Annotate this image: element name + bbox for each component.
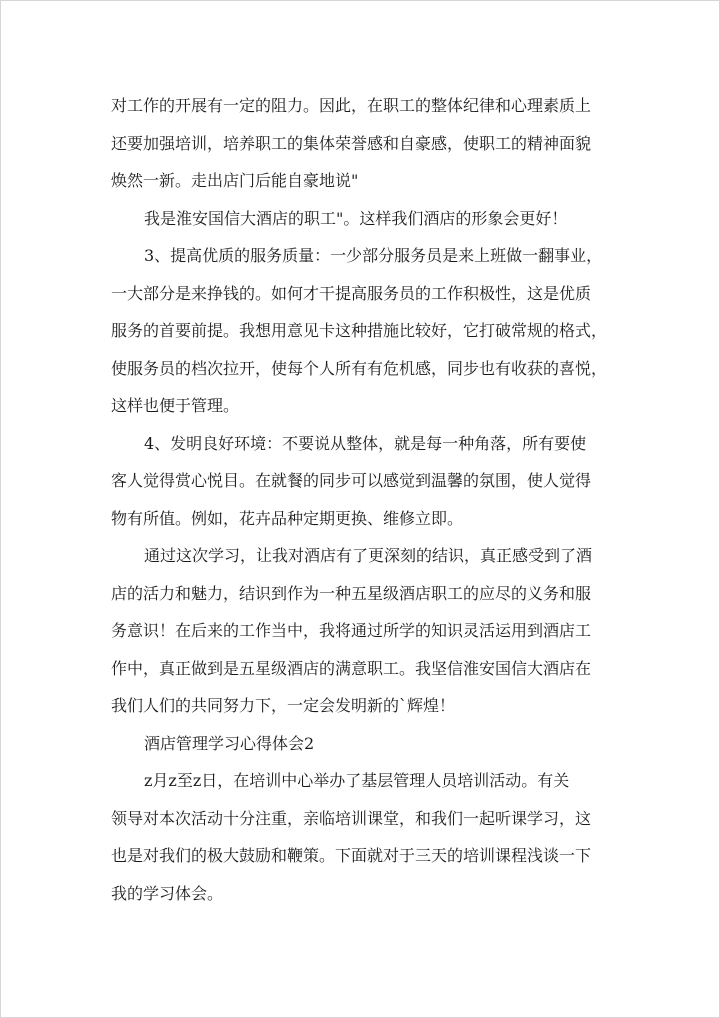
text-line: 物有所值。例如，花卉品种定期更换、维修立即。 [111,508,464,528]
text-line: 我们人们的共同努力下，一定会发明新的`辉煌！ [111,696,456,715]
paragraph [111,762,611,912]
paragraph [111,425,611,538]
text-line: 一大部分是来挣钱的。如何才干提高服务员的工作积极性，这是优质 [111,283,592,303]
text-line: 3、提高优质的服务质量：一少部分服务员是来上班做一翻事业， [144,246,603,265]
text-line: z月z至z日，在培训中心举办了基层管理人员培训活动。有关 [144,771,570,790]
paragraph [111,87,611,200]
paragraph [111,200,611,238]
text-line: 4、发明良好环境：不要说从整体，就是每一种角落，所有要使 [144,433,587,453]
text-line: 我的学习体会。 [111,883,224,903]
text-line: 还要加强培训，培养职工的集体荣誉感和自豪感，使职工的精神面貌 [111,133,592,153]
text-line: 务意识！在后来的工作当中，我将通过所学的知识灵活运用到酒店工 [111,621,592,640]
text-line: 焕然一新。走出店门后能自豪地说" [111,171,359,190]
text-line: 领导对本次活动十分注重，亲临培训课堂，和我们一起听课学习，这 [111,808,592,828]
text-line: 店的活力和魅力，结识到作为一种五星级酒店职工的应尽的义务和服 [111,583,592,603]
text-line: 客人觉得赏心悦目。在就餐的同步可以感觉到温馨的氛围，使人觉得 [111,471,592,490]
paragraph [111,725,611,763]
text-line: 酒店管理学习心得体会2 [144,733,315,753]
text-line: 使服务员的档次拉开，使每个人所有有危机感，同步也有收获的喜悦， [111,358,608,378]
paragraph [111,537,611,725]
text-line: 服务的首要前提。我想用意见卡这种措施比较好，它打破常规的格式， [111,321,608,340]
text-line: 这样也便于管理。 [111,396,240,415]
text-line: 通过这次学习，让我对酒店有了更深刻的结识，真正感受到了酒 [144,546,593,565]
paragraph [111,237,611,425]
document-body [111,87,611,912]
text-line: 也是对我们的极大鼓励和鞭策。下面就对于三天的培训课程浅谈一下 [111,846,592,865]
text-line: 作中，真正做到是五星级酒店的满意职工。我坚信淮安国信大酒店在 [111,658,592,678]
text-line: 我是淮安国信大酒店的职工"。这样我们酒店的形象会更好！ [144,208,568,228]
text-line: 对工作的开展有一定的阻力。因此，在职工的整体纪律和心理素质上 [111,96,592,115]
